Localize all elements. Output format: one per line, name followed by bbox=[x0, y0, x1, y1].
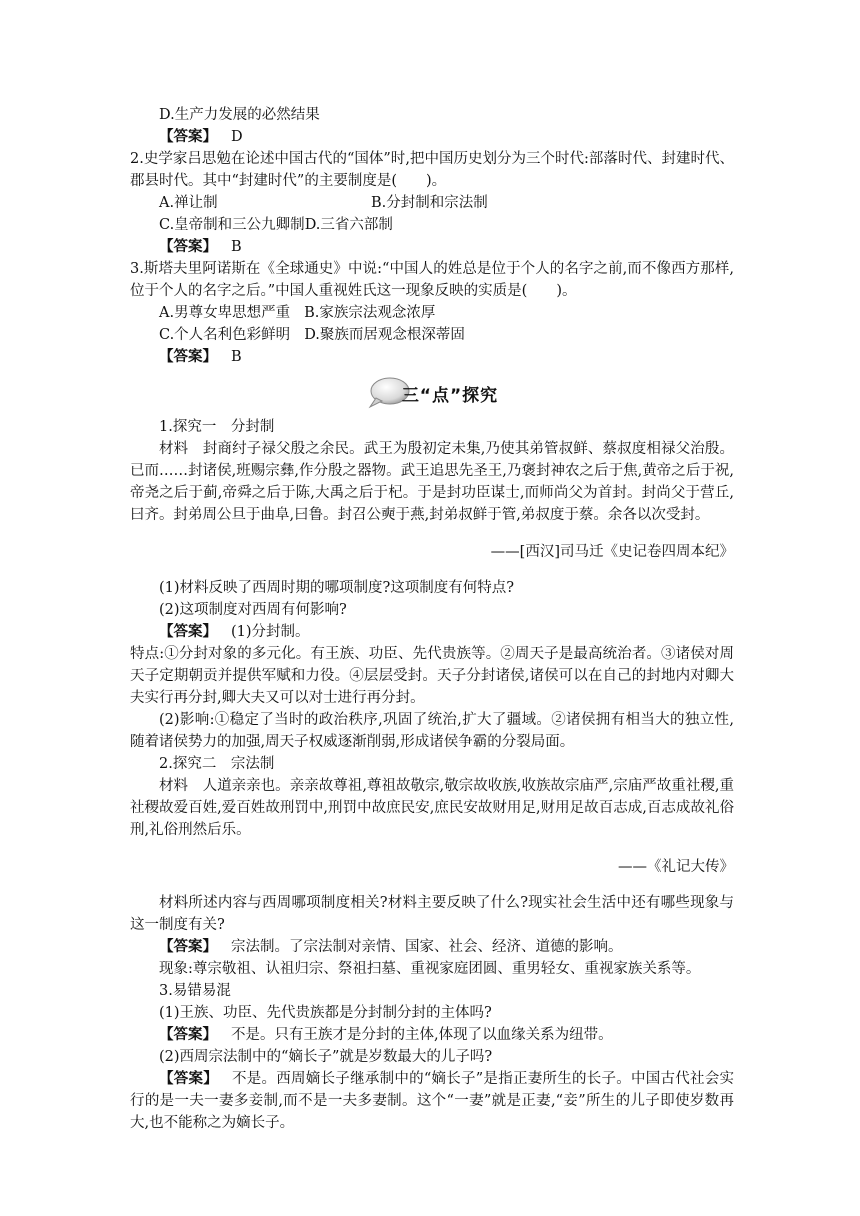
q3-options-row-2 bbox=[130, 324, 734, 346]
explore-1-source: ——[西汉]司马迁《史记卷四周本纪》 bbox=[490, 543, 734, 560]
q3-option-b: B.家族宗法观念浓厚 bbox=[304, 305, 436, 321]
explore-2-source: ——《礼记大传》 bbox=[618, 858, 734, 875]
answer-label: 【答案】 bbox=[159, 238, 217, 255]
explore-3-question-1: (1)王族、功臣、先代贵族都是分封制分封的主体吗? bbox=[159, 1005, 492, 1021]
answer-label: 【答案】 bbox=[159, 938, 217, 955]
q3-answer bbox=[130, 346, 734, 368]
section-heading-text: 三“点”探究 bbox=[401, 385, 499, 406]
explore-1-question-2: (2)这项制度对西周有何影响? bbox=[159, 602, 347, 618]
answer-value: B bbox=[231, 349, 242, 365]
question-2: 2.史学家吕思勉在论述中国古代的“国体”时,把中国历史划分为三个时代:部落时代、封建时代、郡县时代。其中“封建时代”的主要制度是( )。 bbox=[130, 151, 734, 189]
q2-option-d: D.三省六部制 bbox=[304, 217, 393, 233]
answer-label: 【答案】 bbox=[159, 1070, 219, 1087]
q3-option-d: D.聚族而居观念根深蒂固 bbox=[304, 327, 465, 343]
q2-option-a: A.禅让制 bbox=[159, 195, 218, 211]
q1-answer bbox=[130, 126, 734, 148]
q3-option-a: A.男尊女卑思想严重 bbox=[159, 305, 291, 321]
q3-option-c: C.个人名利色彩鲜明 bbox=[159, 327, 291, 343]
answer-label: 【答案】 bbox=[159, 128, 217, 145]
explore-1-answer-1-detail: 特点:①分封对象的多元化。有王族、功臣、先代贵族等。②周天子是最高统治者。③诸侯对周天子定期朝贡并提供军赋和力役。④层层受封。天子分封诸侯,诸侯可以在自己的封地内对卿大夫实行再分封,卿大夫又可以对士进行再分封。 bbox=[130, 646, 734, 706]
explore-1-question-1: (1)材料反映了西周时期的哪项制度?这项制度有何特点? bbox=[159, 580, 515, 596]
explore-3-answer-1: 【答案】 不是。只有王族才是分封的主体,体现了以血缘关系为纽带。 bbox=[159, 1026, 613, 1043]
explore-1-material: 材料 封商纣子禄父殷之余民。武王为殷初定未集,乃使其弟管叔鲜、蔡叔度相禄父治殷。已而……封诸侯,班赐宗彝,作分殷之器物。武王追思先圣王,乃褒封神农之后于焦,黄帝之后于祝,帝尧之后于蓟,帝舜之后于陈,大禹之后于杞。于是封功臣谋士,而师尚父为首封。封尚父于营丘,曰齐。封弟周公旦于曲阜,曰鲁。封召公奭于燕,封弟叔鲜于管,弟叔度于蔡。余各以次受封。 bbox=[130, 441, 734, 523]
explore-2-answer: 【答案】 宗法制。了宗法制对亲情、国家、社会、经济、道德的影响。 bbox=[159, 938, 623, 955]
document-content bbox=[130, 104, 734, 1134]
explore-2-question: 材料所述内容与西周哪项制度相关?材料主要反映了什么?现实社会生活中还有哪些现象与这一制度有关? bbox=[130, 895, 734, 933]
answer-value: B bbox=[231, 239, 242, 255]
q2-option-c: C.皇帝制和三公九卿制 bbox=[159, 217, 305, 233]
explore-3-title: 3.易错易混 bbox=[159, 983, 231, 999]
answer-label: 【答案】 bbox=[159, 623, 217, 640]
explore-1-title: 1.探究一 分封制 bbox=[159, 419, 275, 435]
q2-answer bbox=[130, 236, 734, 258]
answer-label: 【答案】 bbox=[159, 348, 217, 365]
q3-options-row-1 bbox=[130, 302, 734, 324]
q2-option-b: B.分封制和宗法制 bbox=[371, 195, 488, 211]
explore-3-answer-2: 【答案】 不是。西周嫡长子继承制中的“嫡长子”是指正妻所生的长子。中国古代社会实行的是一夫一妻多妾制,而不是一夫多妻制。这个“一妻”就是正妻,“妾”所生的儿子即使岁数再大,也不能称之为嫡长子。 bbox=[130, 1070, 735, 1131]
explore-2-answer-detail: 现象:尊宗敬祖、认祖归宗、祭祖扫墓、重视家庭团圆、重男轻女、重视家族关系等。 bbox=[159, 961, 701, 977]
section-heading bbox=[130, 374, 734, 412]
explore-3-question-2: (2)西周宗法制中的“嫡长子”就是岁数最大的儿子吗? bbox=[159, 1049, 493, 1065]
q2-options-row-2 bbox=[130, 214, 734, 236]
explore-2-title: 2.探究二 宗法制 bbox=[159, 756, 275, 772]
q2-options-row-1 bbox=[130, 192, 734, 214]
explore-1-answer-1: 【答案】 (1)分封制。 bbox=[159, 623, 310, 640]
q1-option-d: D.生产力发展的必然结果 bbox=[159, 107, 320, 123]
explore-1-answer-2: (2)影响:①稳定了当时的政治秩序,巩固了统治,扩大了疆域。②诸侯拥有相当大的独立性,随着诸侯势力的加强,周天子权威逐渐削弱,形成诸侯争霸的分裂局面。 bbox=[130, 712, 734, 750]
answer-value: D bbox=[231, 129, 243, 145]
answer-label: 【答案】 bbox=[159, 1026, 217, 1043]
explore-2-material: 材料 人道亲亲也。亲亲故尊祖,尊祖故敬宗,敬宗故收族,收族故宗庙严,宗庙严故重社稷,重社稷故爱百姓,爱百姓故刑罚中,刑罚中故庶民安,庶民安故财用足,财用足故百志成,百志成故礼俗刑,礼俗刑然后乐。 bbox=[130, 778, 734, 838]
question-3: 3.斯塔夫里阿诺斯在《全球通史》中说:“中国人的姓总是位于个人的名字之前,而不像西方那样,位于个人的名字之后。”中国人重视姓氏这一现象反映的实质是( )。 bbox=[130, 261, 734, 299]
